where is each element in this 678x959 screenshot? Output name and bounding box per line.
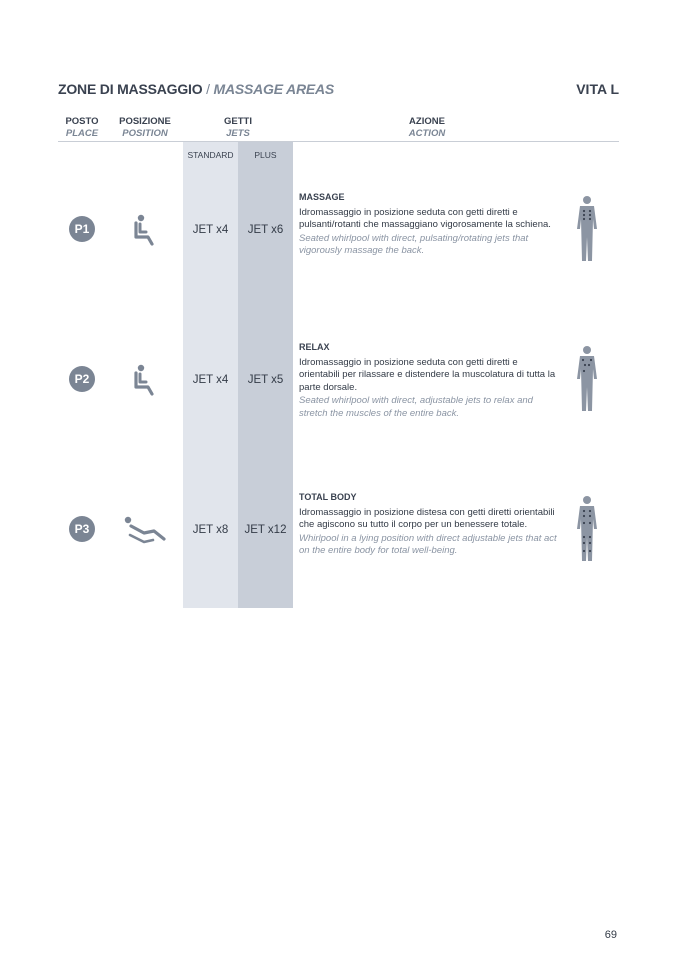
subheader-standard: STANDARD xyxy=(187,150,234,160)
table-row xyxy=(0,455,678,605)
col-header-action: AZIONE ACTION xyxy=(408,116,446,139)
title-italian: ZONE DI MASSAGGIO xyxy=(58,81,203,97)
standard-jets-value: JET x4 xyxy=(192,224,229,236)
action-description: TOTAL BODY Idromassaggio in posizione distesa con getti diretti orientabili che agiscono su tutto il corpo per un benessere totale. Whirlpool in a lying position with direct adjustable jets that act on the entire body for total well-being. xyxy=(299,492,557,557)
lying-person-icon xyxy=(124,515,166,545)
seated-person-icon xyxy=(124,363,158,397)
col-header-position: POSIZIONE POSITION xyxy=(119,116,171,139)
subheader-plus: PLUS xyxy=(254,150,277,160)
title-english: MASSAGE AREAS xyxy=(213,81,335,97)
standard-jets-value: JET x8 xyxy=(192,524,229,536)
header-divider xyxy=(58,141,619,142)
place-badge: P3 xyxy=(69,516,95,542)
plus-jets-value: JET x6 xyxy=(247,224,284,236)
seated-person-icon xyxy=(124,213,158,247)
table-row xyxy=(0,305,678,455)
model-name: VITA L xyxy=(576,81,619,97)
body-back-jets-icon xyxy=(575,195,599,263)
col-header-jets: GETTI JETS xyxy=(224,116,252,139)
action-description: RELAX Idromassaggio in posizione seduta con getti diretti e orientabili per rilassare e distendere la muscolatura di tutta la parte dorsale. Seated whirlpool with direct, adjustable jets to relax and stretch the muscles of the entire back. xyxy=(299,342,556,419)
action-description: MASSAGE Idromassaggio in posizione seduta con getti diretti e pulsanti/rotanti che massaggiano vigorosamente la schiena. Seated whirlpool with direct, pulsating/rotating jets that vigorously massage the back. xyxy=(299,192,551,257)
place-badge: P1 xyxy=(69,216,95,242)
body-dorsal-jets-icon xyxy=(575,345,599,413)
page-title xyxy=(58,81,334,97)
body-full-jets-icon xyxy=(575,495,599,563)
page-number: 69 xyxy=(604,929,617,941)
title-separator: / xyxy=(206,81,210,97)
standard-jets-value: JET x4 xyxy=(192,374,229,386)
col-header-place: POSTO PLACE xyxy=(65,116,99,139)
place-badge: P2 xyxy=(69,366,95,392)
plus-jets-value: JET x5 xyxy=(247,374,284,386)
plus-jets-value: JET x12 xyxy=(244,524,287,536)
table-row xyxy=(0,155,678,305)
